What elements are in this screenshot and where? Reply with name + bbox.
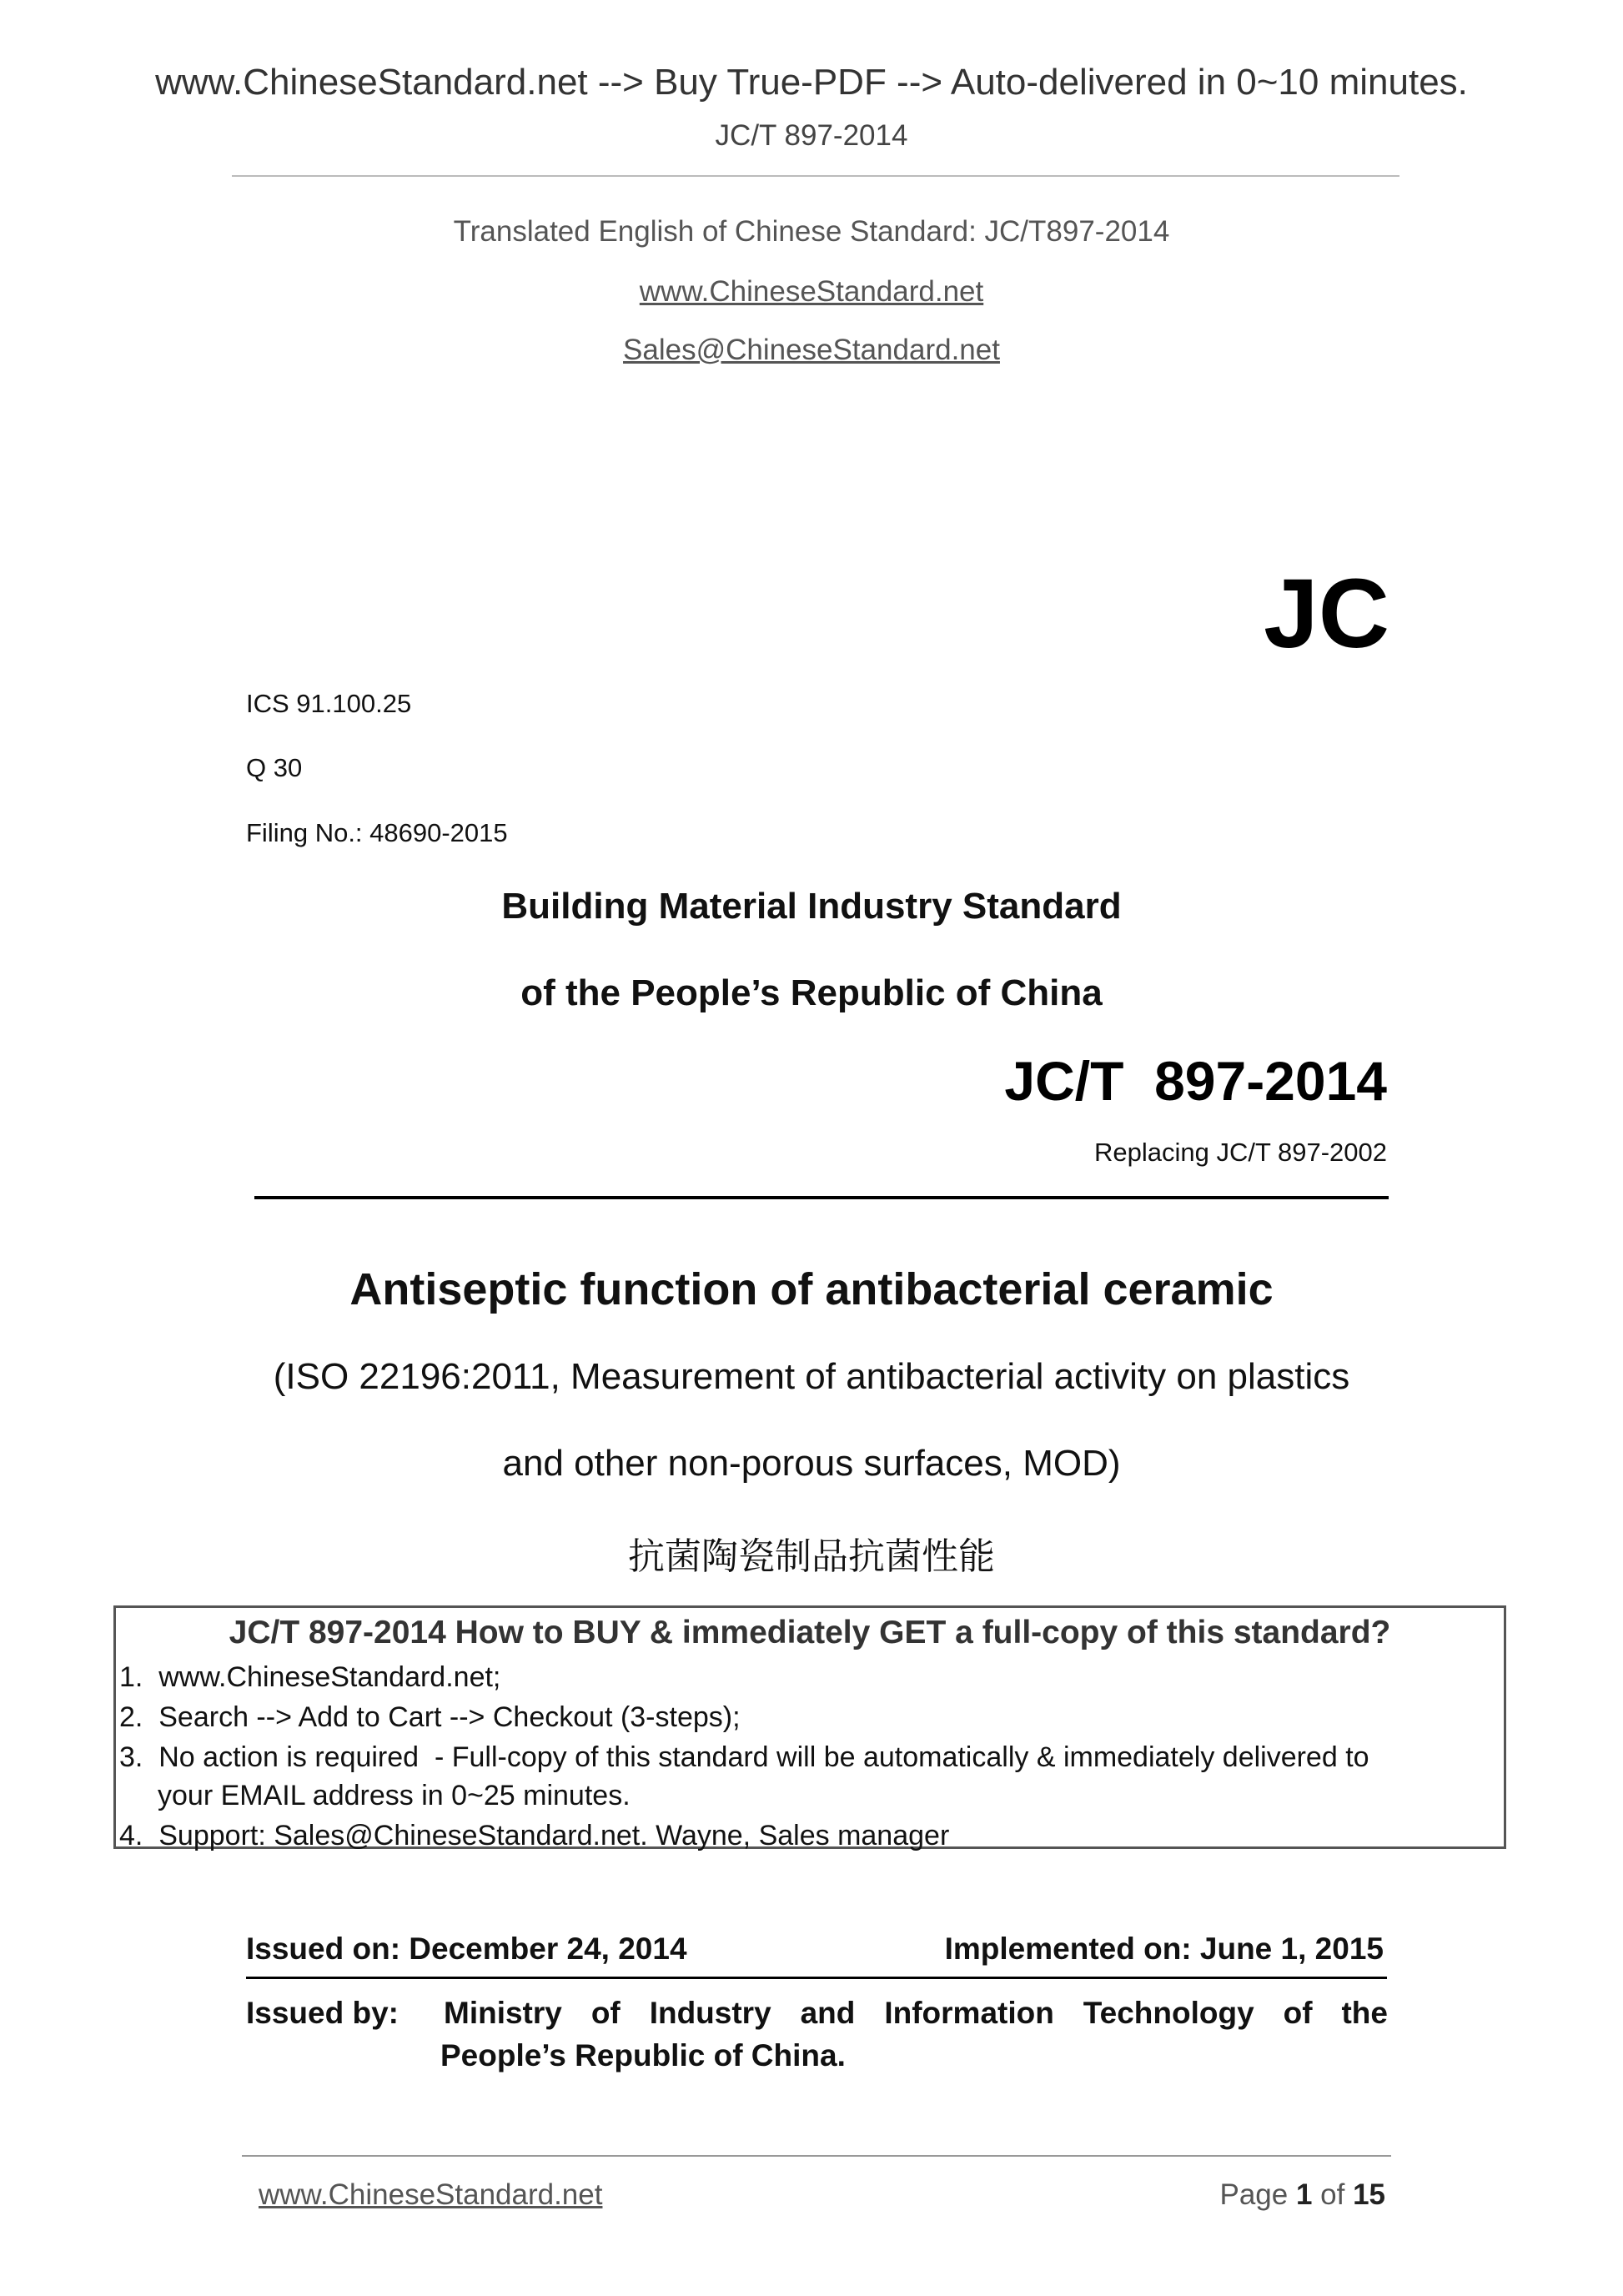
buy-step-4: 4. Support: Sales@ChineseStandard.net. Wayne, Sales manager — [119, 1820, 950, 1851]
email-link[interactable]: Sales@ChineseStandard.net — [623, 334, 1000, 366]
page-number — [1219, 2178, 1385, 2212]
issued-on-date: Issued on: December 24, 2014 — [246, 1932, 687, 1966]
footer-divider — [242, 2155, 1391, 2157]
page-of: of — [1312, 2178, 1354, 2211]
buy-step-3: 3. No action is required - Full-copy of this standard will be automatically & immediately delivered to — [119, 1741, 1369, 1773]
header-divider — [232, 175, 1399, 177]
standard-title-line2: of the People’s Republic of China — [520, 972, 1103, 1013]
website-link-wrap — [0, 275, 1623, 309]
buy-box-heading: JC/T 897-2014 How to BUY & immediately GET a full-copy of this standard? — [229, 1615, 1391, 1650]
main-title: Antiseptic function of antibacterial ceramic — [349, 1264, 1274, 1314]
subtitle-line2: and other non-porous surfaces, MOD) — [502, 1443, 1121, 1484]
standard-code: JC/T 897-2014 — [1004, 1050, 1387, 1112]
chinese-title: 抗菌陶瓷制品抗菌性能 — [628, 1535, 995, 1578]
title-divider — [254, 1196, 1389, 1199]
footer-website-link[interactable]: www.ChineseStandard.net — [259, 2178, 603, 2211]
page-total: 15 — [1353, 2178, 1385, 2211]
issued-by-line2: People’s Republic of China. — [440, 2038, 846, 2072]
issued-by-line1: Ministry of Industry and Information Technology of the — [444, 1996, 1388, 2030]
page-current: 1 — [1295, 2178, 1313, 2211]
dates-divider — [246, 1977, 1387, 1979]
page-prefix: Page — [1219, 2178, 1296, 2211]
category-mark: JC — [1264, 559, 1389, 669]
standard-title-line1: Building Material Industry Standard — [501, 886, 1122, 927]
implemented-on-date: Implemented on: June 1, 2015 — [944, 1932, 1384, 1966]
translated-note: Translated English of Chinese Standard: JC/T897-2014 — [453, 215, 1170, 248]
buy-info-box — [113, 1605, 1506, 1849]
subtitle-line1: (ISO 22196:2011, Measurement of antibacterial activity on plastics — [273, 1356, 1350, 1397]
q-code: Q 30 — [246, 753, 303, 782]
buy-step-1: 1. www.ChineseStandard.net; — [119, 1661, 501, 1693]
issued-by-label: Issued by: — [246, 1996, 399, 2030]
header-banner: www.ChineseStandard.net --> Buy True-PDF --> Auto-delivered in 0~10 minutes. — [155, 62, 1468, 103]
ics-code: ICS 91.100.25 — [246, 689, 412, 718]
header-standard-code: JC/T 897-2014 — [715, 119, 908, 152]
website-link[interactable]: www.ChineseStandard.net — [639, 275, 984, 308]
filing-number: Filing No.: 48690-2015 — [246, 818, 508, 847]
email-link-wrap — [0, 334, 1623, 367]
replacing-note: Replacing JC/T 897-2002 — [1094, 1138, 1387, 1167]
buy-step-3-continued: your EMAIL address in 0~25 minutes. — [158, 1780, 631, 1811]
buy-step-2: 2. Search --> Add to Cart --> Checkout (3-steps); — [119, 1701, 741, 1733]
